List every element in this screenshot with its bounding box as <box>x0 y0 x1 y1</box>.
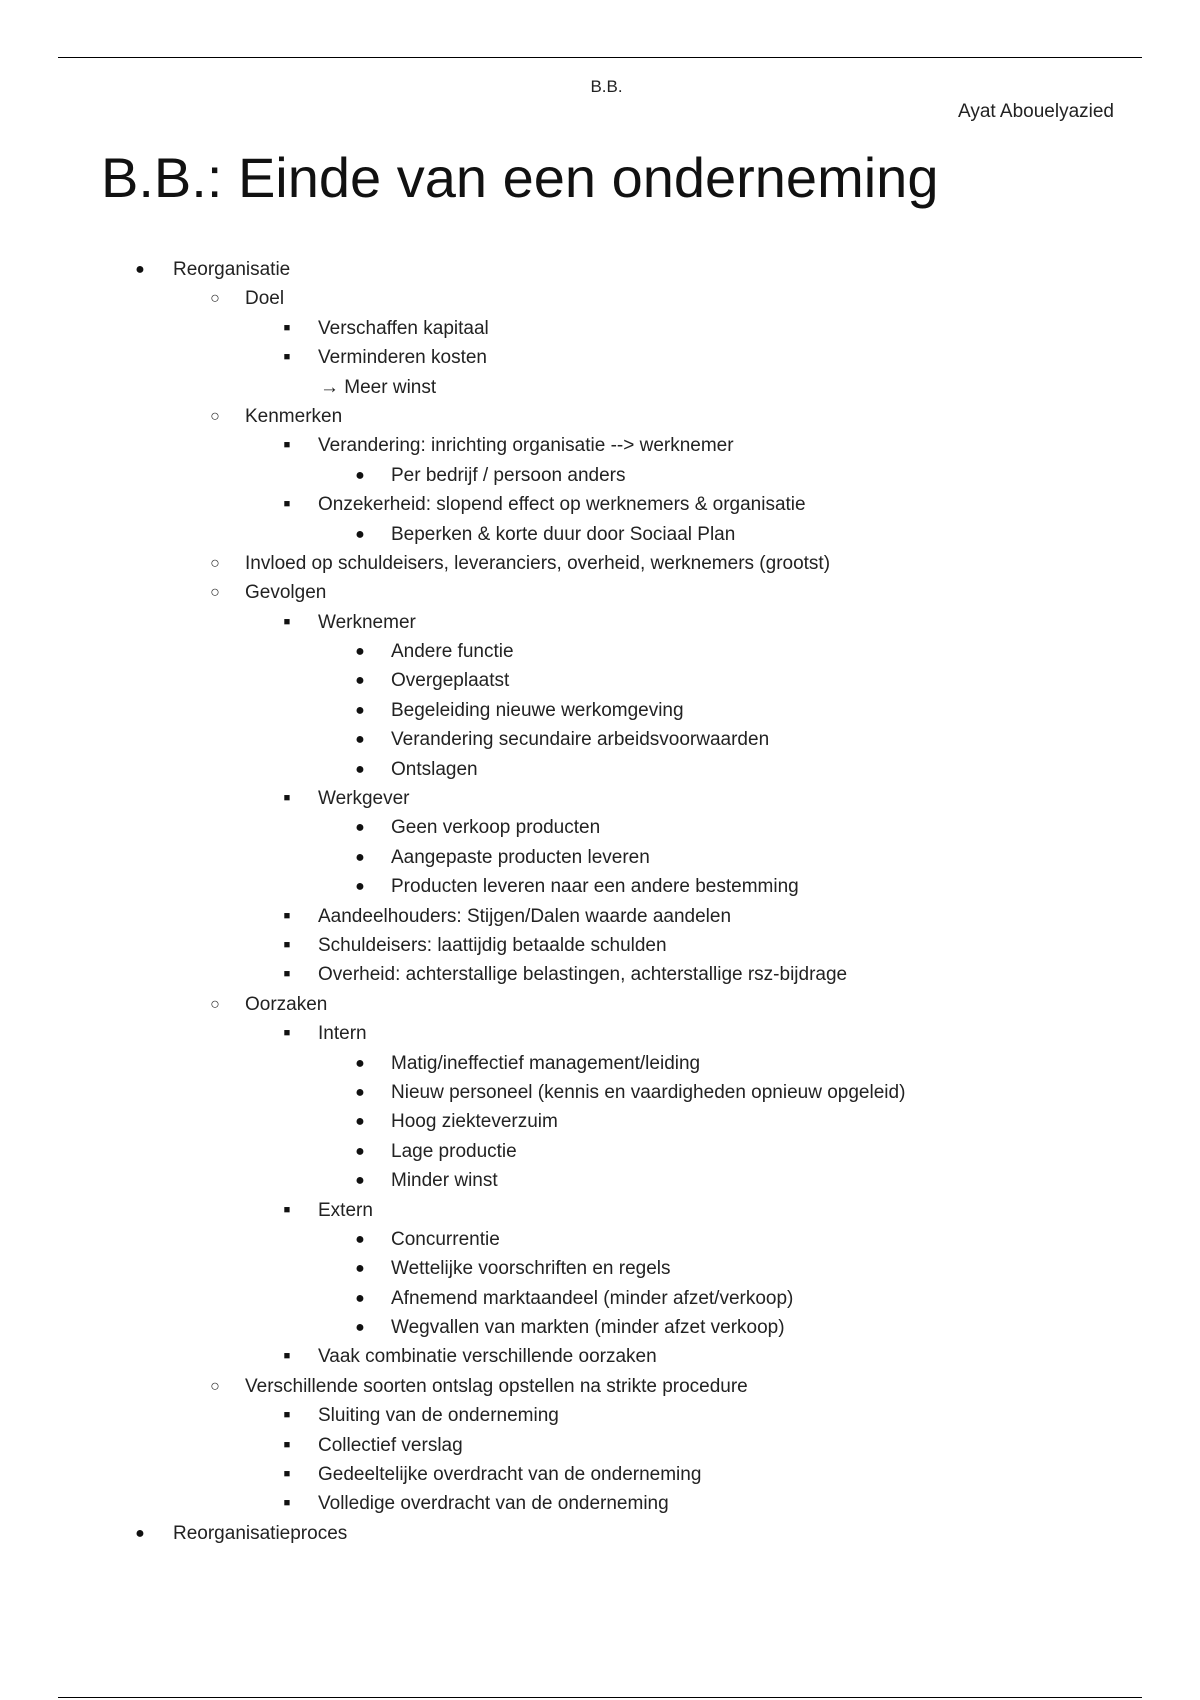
bullet-dot-icon: ● <box>355 731 365 749</box>
bullet-dot-icon: ● <box>355 1083 365 1101</box>
list-item-text: Werkgever <box>318 788 410 810</box>
bullet-square-icon: ■ <box>283 1468 291 1481</box>
bullet-dot-icon: ● <box>355 819 365 837</box>
list-item-text: Reorganisatieproces <box>173 1522 348 1544</box>
list-item-text: Aangepaste producten leveren <box>391 846 650 868</box>
bullet-square-icon: ■ <box>283 321 291 334</box>
list-item-text: Werknemer <box>318 611 416 633</box>
list-item <box>0 1342 1200 1371</box>
bullet-circle-icon: ○ <box>210 554 220 572</box>
bullet-dot-icon: ● <box>355 701 365 719</box>
list-item-text: Matig/ineffectief management/leiding <box>391 1052 701 1074</box>
list-item <box>0 784 1200 813</box>
list-item <box>0 1489 1200 1518</box>
list-item <box>0 549 1200 578</box>
list-item <box>0 1460 1200 1489</box>
bullet-square-icon: ■ <box>283 1203 291 1216</box>
bullet-square-icon: ■ <box>283 1497 291 1510</box>
bullet-circle-icon: ○ <box>210 995 220 1013</box>
bullet-dot-icon: ● <box>355 1054 365 1072</box>
list-item <box>0 666 1200 695</box>
outline-list <box>0 255 1200 1548</box>
list-item-text: Aandeelhouders: Stijgen/Dalen waarde aandelen <box>318 905 732 927</box>
bullet-dot-icon: ● <box>355 1113 365 1131</box>
list-item <box>0 725 1200 754</box>
bullet-square-icon: ■ <box>283 938 291 951</box>
bullet-dot-icon: ● <box>355 760 365 778</box>
list-item-text: Vaak combinatie verschillende oorzaken <box>318 1346 657 1368</box>
list-item <box>0 343 1200 372</box>
list-item <box>0 755 1200 784</box>
list-item <box>0 960 1200 989</box>
list-item <box>0 431 1200 460</box>
arrow-note <box>320 373 436 402</box>
bullet-circle-icon: ○ <box>210 584 220 602</box>
bullet-dot-icon: ● <box>355 466 365 484</box>
list-item <box>0 696 1200 725</box>
list-item-text: Kenmerken <box>245 405 343 427</box>
bullet-square-icon: ■ <box>283 439 291 452</box>
bullet-dot-icon: ● <box>355 1260 365 1278</box>
list-item-text: Begeleiding nieuwe werkomgeving <box>391 699 684 721</box>
bullet-circle-icon: ○ <box>210 290 220 308</box>
list-item <box>0 314 1200 343</box>
bullet-square-icon: ■ <box>283 1350 291 1363</box>
list-item-text: Collectief verslag <box>318 1434 463 1456</box>
list-item <box>0 1431 1200 1460</box>
list-item <box>0 402 1200 431</box>
list-item-text: Verschillende soorten ontslag opstellen na strikte procedure <box>245 1375 748 1397</box>
list-item <box>0 1225 1200 1254</box>
list-item <box>0 843 1200 872</box>
bullet-square-icon: ■ <box>283 498 291 511</box>
list-item-text: Doel <box>245 288 285 310</box>
list-item-text: Gevolgen <box>245 582 327 604</box>
list-item-text: Onzekerheid: slopend effect op werknemers & organisatie <box>318 494 806 516</box>
list-item <box>0 255 1200 284</box>
list-item <box>0 990 1200 1019</box>
list-item-text: Beperken & korte duur door Sociaal Plan <box>391 523 736 545</box>
bullet-dot-icon: ● <box>355 1289 365 1307</box>
list-item <box>0 490 1200 519</box>
bullet-circle-icon: ○ <box>210 407 220 425</box>
page-title: B.B.: Einde van een onderneming <box>101 146 939 209</box>
list-item-text: Overgeplaatst <box>391 670 510 692</box>
list-item-text: Oorzaken <box>245 993 328 1015</box>
list-item-text: Geen verkoop producten <box>391 817 601 839</box>
bullet-dot-icon: ● <box>355 1319 365 1337</box>
list-item-text: Reorganisatie <box>173 259 291 280</box>
list-item-text: Verandering: inrichting organisatie --> werknemer <box>318 435 734 457</box>
list-item <box>0 608 1200 637</box>
list-item <box>0 1519 1200 1548</box>
arrow-note-text: Meer winst <box>344 376 437 398</box>
list-item-text: Invloed op schuldeisers, leveranciers, overheid, werknemers (grootst) <box>245 552 831 574</box>
list-item-text: Overheid: achterstallige belastingen, achterstallige rsz-bijdrage <box>318 964 848 986</box>
list-item-text: Extern <box>318 1199 373 1221</box>
bullet-dot-icon: ● <box>355 672 365 690</box>
list-item-text: Minder winst <box>391 1170 498 1192</box>
list-item <box>0 931 1200 960</box>
list-item <box>0 1313 1200 1342</box>
header-author: Ayat Abouelyazied <box>958 101 1114 122</box>
bullet-dot-icon: ● <box>135 1524 145 1542</box>
list-item <box>0 813 1200 842</box>
list-item <box>0 1107 1200 1136</box>
list-item <box>0 1196 1200 1225</box>
list-item-text: Per bedrijf / persoon anders <box>391 464 626 486</box>
list-item <box>0 1401 1200 1430</box>
list-item-text: Lage productie <box>391 1140 517 1162</box>
bullet-dot-icon: ● <box>355 1172 365 1190</box>
bullet-dot-icon: ● <box>355 1230 365 1248</box>
list-item-text: Nieuw personeel (kennis en vaardigheden opnieuw opgeleid) <box>391 1081 906 1103</box>
list-item <box>0 284 1200 313</box>
bullet-square-icon: ■ <box>283 615 291 628</box>
list-item-text: Ontslagen <box>391 758 478 780</box>
list-item-text: Verminderen kosten <box>318 347 487 369</box>
list-item <box>0 872 1200 901</box>
bullet-dot-icon: ● <box>355 848 365 866</box>
list-item <box>0 461 1200 490</box>
list-item <box>0 1019 1200 1048</box>
list-item-text: Hoog ziekteverzuim <box>391 1111 558 1133</box>
list-item-text: Volledige overdracht van de onderneming <box>318 1493 669 1515</box>
list-item <box>0 520 1200 549</box>
list-item <box>0 1254 1200 1283</box>
bullet-dot-icon: ● <box>355 878 365 896</box>
list-item-text: Schuldeisers: laattijdig betaalde schulden <box>318 934 667 956</box>
list-item <box>0 902 1200 931</box>
bullet-square-icon: ■ <box>283 792 291 805</box>
bullet-square-icon: ■ <box>283 351 291 364</box>
footer-rule <box>58 1697 1142 1698</box>
bullet-square-icon: ■ <box>283 909 291 922</box>
list-item-text: Intern <box>318 1023 367 1045</box>
bullet-dot-icon: ● <box>355 525 365 543</box>
list-item-text: Producten leveren naar een andere bestemming <box>391 876 799 898</box>
list-item <box>0 637 1200 666</box>
list-item <box>0 1137 1200 1166</box>
list-item <box>0 1049 1200 1078</box>
list-item <box>0 373 1200 402</box>
list-item <box>0 1284 1200 1313</box>
list-item-text: Verandering secundaire arbeidsvoorwaarden <box>391 729 770 751</box>
list-item <box>0 1166 1200 1195</box>
bullet-dot-icon: ● <box>135 261 145 278</box>
list-item-text: Gedeeltelijke overdracht van de onderneming <box>318 1464 702 1486</box>
list-item-text: Verschaffen kapitaal <box>318 317 489 339</box>
list-item-text: Andere functie <box>391 641 514 663</box>
bullet-dot-icon: ● <box>355 1142 365 1160</box>
bullet-square-icon: ■ <box>283 1409 291 1422</box>
list-item <box>0 578 1200 607</box>
list-item-text: Wegvallen van markten (minder afzet verkoop) <box>391 1317 785 1339</box>
bullet-square-icon: ■ <box>283 968 291 981</box>
list-item-text: Afnemend marktaandeel (minder afzet/verkoop) <box>391 1287 794 1309</box>
arrow-right-icon: → <box>320 376 339 398</box>
bullet-circle-icon: ○ <box>210 1377 220 1395</box>
header-rule <box>58 57 1142 58</box>
list-item <box>0 1372 1200 1401</box>
bullet-square-icon: ■ <box>283 1027 291 1040</box>
bullet-square-icon: ■ <box>283 1438 291 1451</box>
list-item-text: Concurrentie <box>391 1228 500 1250</box>
bullet-dot-icon: ● <box>355 643 365 661</box>
list-item-text: Sluiting van de onderneming <box>318 1405 559 1427</box>
header-title: B.B. <box>590 77 623 96</box>
list-item-text: Wettelijke voorschriften en regels <box>391 1258 671 1280</box>
list-item <box>0 1078 1200 1107</box>
